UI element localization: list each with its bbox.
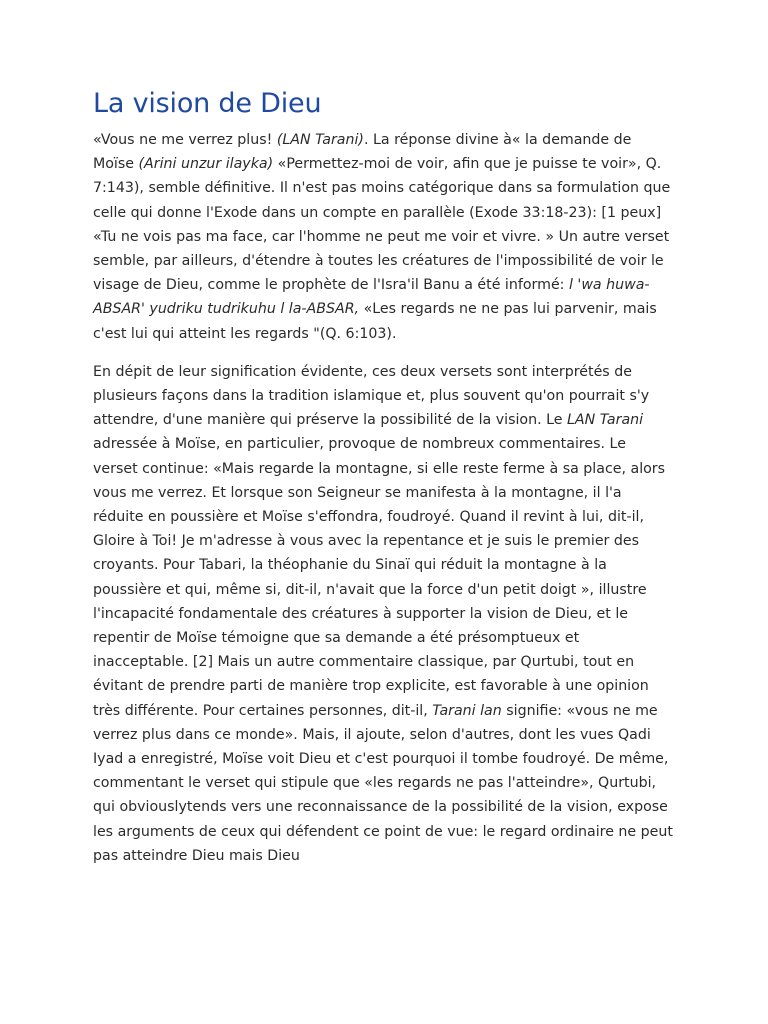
italic-segment: l 'wa huwa-ABSAR' yudriku tudrikuhu l la-ABSAR, [93,277,650,318]
text-segment: «Permettez-moi de voir, afin que je puisse te voir», Q. 7:143), semble définitive. Il n'est pas moins catégorique dans sa formulation que celle qui donne l'Exode dans un compte en parallèle (Exode 33:18-23): [1 peux] «Tu ne vois pas ma face, car l'homme ne peut me voir et vivre. » Un autre verset semble, par ailleurs, d'étendre à toutes les créatures de l'impossibilité de voir le visage de Dieu, comme le prophète de l'Isra'il Banu a été informé: [93,156,671,294]
italic-segment: Tarani lan [432,702,502,719]
paragraph-2 [93,360,675,868]
page-title: La vision de Dieu [93,88,322,119]
text-segment: . La réponse divine à« la demande de Moïse [93,132,632,173]
text-segment: «Vous ne me verrez plus! [93,132,277,148]
italic-segment: LAN Tarani [567,412,644,429]
italic-segment: (Arini unzur ilayka) [138,156,274,173]
paragraph-1 [93,128,675,346]
text-segment: «Les regards ne ne pas lui parvenir, mais c'est lui qui atteint les regards "(Q. 6:103). [93,301,657,342]
text-segment: signifie: «vous ne me verrez plus dans ce monde». Mais, il ajoute, selon d'autres, dont les vues Qadi Iyad a enregistré, Moïse voit Dieu et c'est pourquoi il tombe foudroyé. De même, commentant le verset qui stipule que «les regards ne pas l'atteindre», Qurtubi, qui obviouslytends vers une reconnaissance de la possibilité de la vision, expose les arguments de ceux qui défendent ce point de vue: le regard ordinaire ne peut pas atteindre Dieu mais Dieu [93,702,673,864]
document-page [93,86,675,882]
italic-segment: (LAN Tarani) [276,132,364,148]
text-segment: En dépit de leur signification évidente, ces deux versets sont interprétés de plusieurs façons dans la tradition islamique et, plus souvent qu'on pourrait s'y attendre, d'une manière qui préserve la possibilité de la vision. Le [93,363,650,429]
text-segment: adressée à Moïse, en particulier, provoque de nombreux commentaires. Le verset continue: «Mais regarde la montagne, si elle reste ferme à sa place, alors vous me verrez. Et lorsque son Seigneur se manifesta à la montagne, il l'a réduite en poussière et Moïse s'effondra, foudroyé. Quand il revint à lui, dit-il, Gloire à Toi! Je m'adresse à vous avec la repentance et je suis le premier des croyants. Pour Tabari, la théophanie du Sinaï qui réduit la montagne à la poussière et qui, même si, dit-il, n'avait que la force d'un petit doigt », illustre l'incapacité fondamentale des créatures à supporter la vision de Dieu, et le repentir de Moïse témoigne que sa demande a été présomptueux et inacceptable. [2] Mais un autre commentaire classique, par Qurtubi, tout en évitant de prendre parti de manière trop explicite, est favorable à une opinion très différente. Pour certaines personnes, dit-il, [93,436,666,719]
